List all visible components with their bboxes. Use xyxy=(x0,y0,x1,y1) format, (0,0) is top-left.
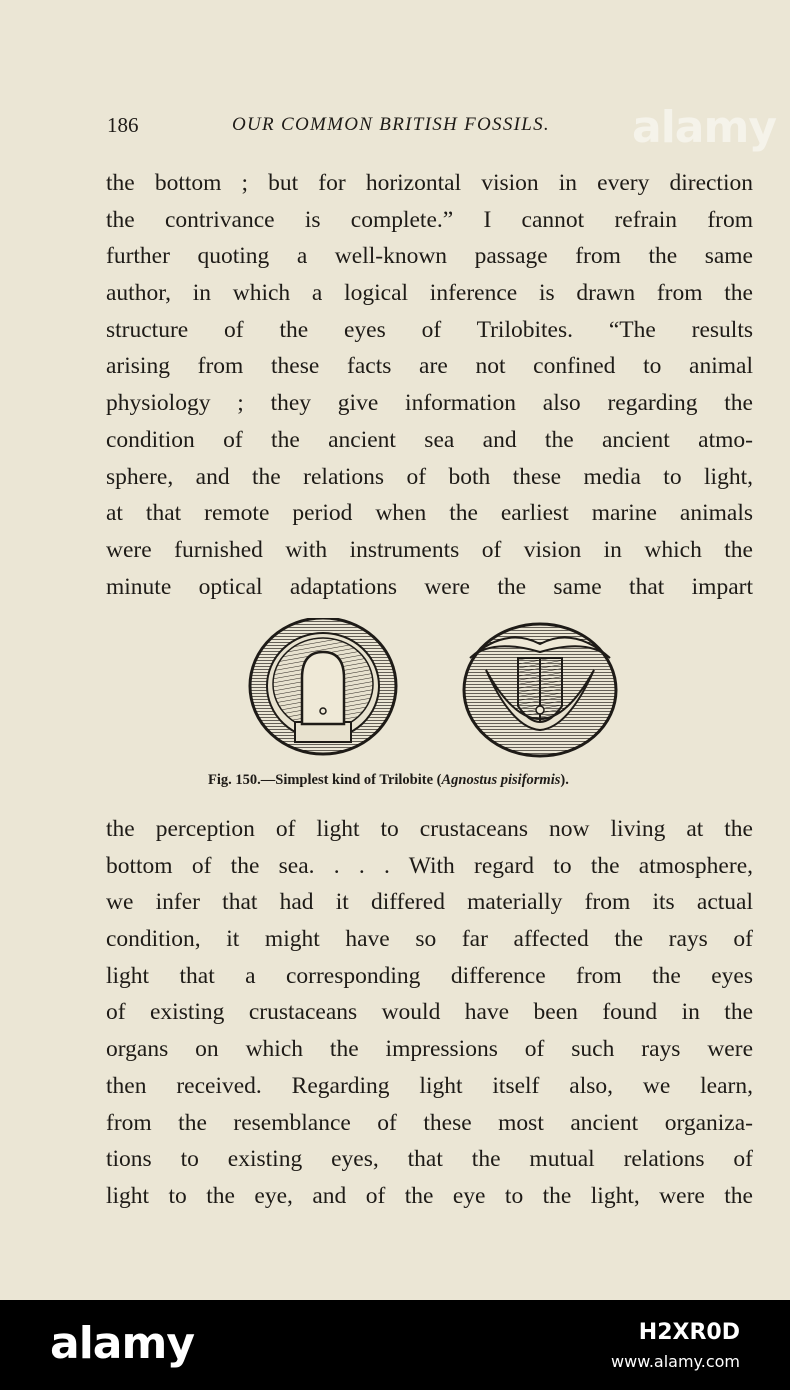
image-id: H2XR0D xyxy=(638,1320,740,1345)
page-number: 186 xyxy=(107,113,139,137)
body-line: sphere, and the relations of both these media to light, xyxy=(106,463,753,490)
body-text-top xyxy=(106,165,753,605)
caption-prefix: Fig. 150.—Simplest kind of Trilobite ( xyxy=(208,772,442,788)
caption-species: Agnostus pisiformis xyxy=(441,772,561,788)
body-line: arising from these facts are not confined to animal xyxy=(106,353,753,380)
body-line: of existing crustaceans would have been found in the xyxy=(106,999,753,1026)
body-line: minute optical adaptations were the same that impart xyxy=(106,573,753,600)
body-text-bottom xyxy=(106,811,753,1215)
body-line: the perception of light to crustaceans now living at the xyxy=(106,816,753,842)
site-url: www.alamy.com xyxy=(611,1352,740,1371)
body-line: bottom of the sea. . . . With regard to the atmosphere, xyxy=(106,852,753,879)
body-line: the contrivance is complete.” I cannot refrain from xyxy=(106,206,753,233)
watermark-footer-bar xyxy=(0,1300,790,1390)
body-line: at that remote period when the earliest marine animals xyxy=(106,500,753,527)
running-head: OUR COMMON BRITISH FOSSILS. xyxy=(232,114,550,135)
body-line: structure of the eyes of Trilobites. “The results xyxy=(106,316,753,343)
body-line: were furnished with instruments of vision in which the xyxy=(106,536,753,563)
figure-caption xyxy=(208,772,569,789)
body-line: condition of the ancient sea and the ancient atmo- xyxy=(106,426,753,453)
body-line: then received. Regarding light itself also, we learn, xyxy=(106,1072,753,1099)
trilobite-tail-shield xyxy=(464,624,616,756)
body-line: condition, it might have so far affected the rays of xyxy=(106,926,753,953)
body-line: from the resemblance of these most ancient organiza- xyxy=(106,1109,753,1136)
body-line: tions to existing eyes, that the mutual relations of xyxy=(106,1146,753,1173)
trilobite-head-shield xyxy=(250,618,396,754)
caption-suffix: ). xyxy=(560,772,569,788)
body-line: the bottom ; but for horizontal vision in every direction xyxy=(106,170,753,196)
alamy-logo: alamy xyxy=(50,1318,194,1369)
trilobite-figure xyxy=(248,618,620,763)
body-line: organs on which the impressions of such rays were xyxy=(106,1036,753,1063)
body-line: physiology ; they give information also regarding the xyxy=(106,390,753,417)
watermark-text: alamy xyxy=(632,102,776,153)
body-line: further quoting a well-known passage from the same xyxy=(106,243,753,270)
body-line: light that a corresponding difference from the eyes xyxy=(106,962,753,989)
body-line: author, in which a logical inference is drawn from the xyxy=(106,280,753,307)
body-line: we infer that had it differed materially from its actual xyxy=(106,889,753,916)
body-line: light to the eye, and of the eye to the light, were the xyxy=(106,1182,753,1209)
